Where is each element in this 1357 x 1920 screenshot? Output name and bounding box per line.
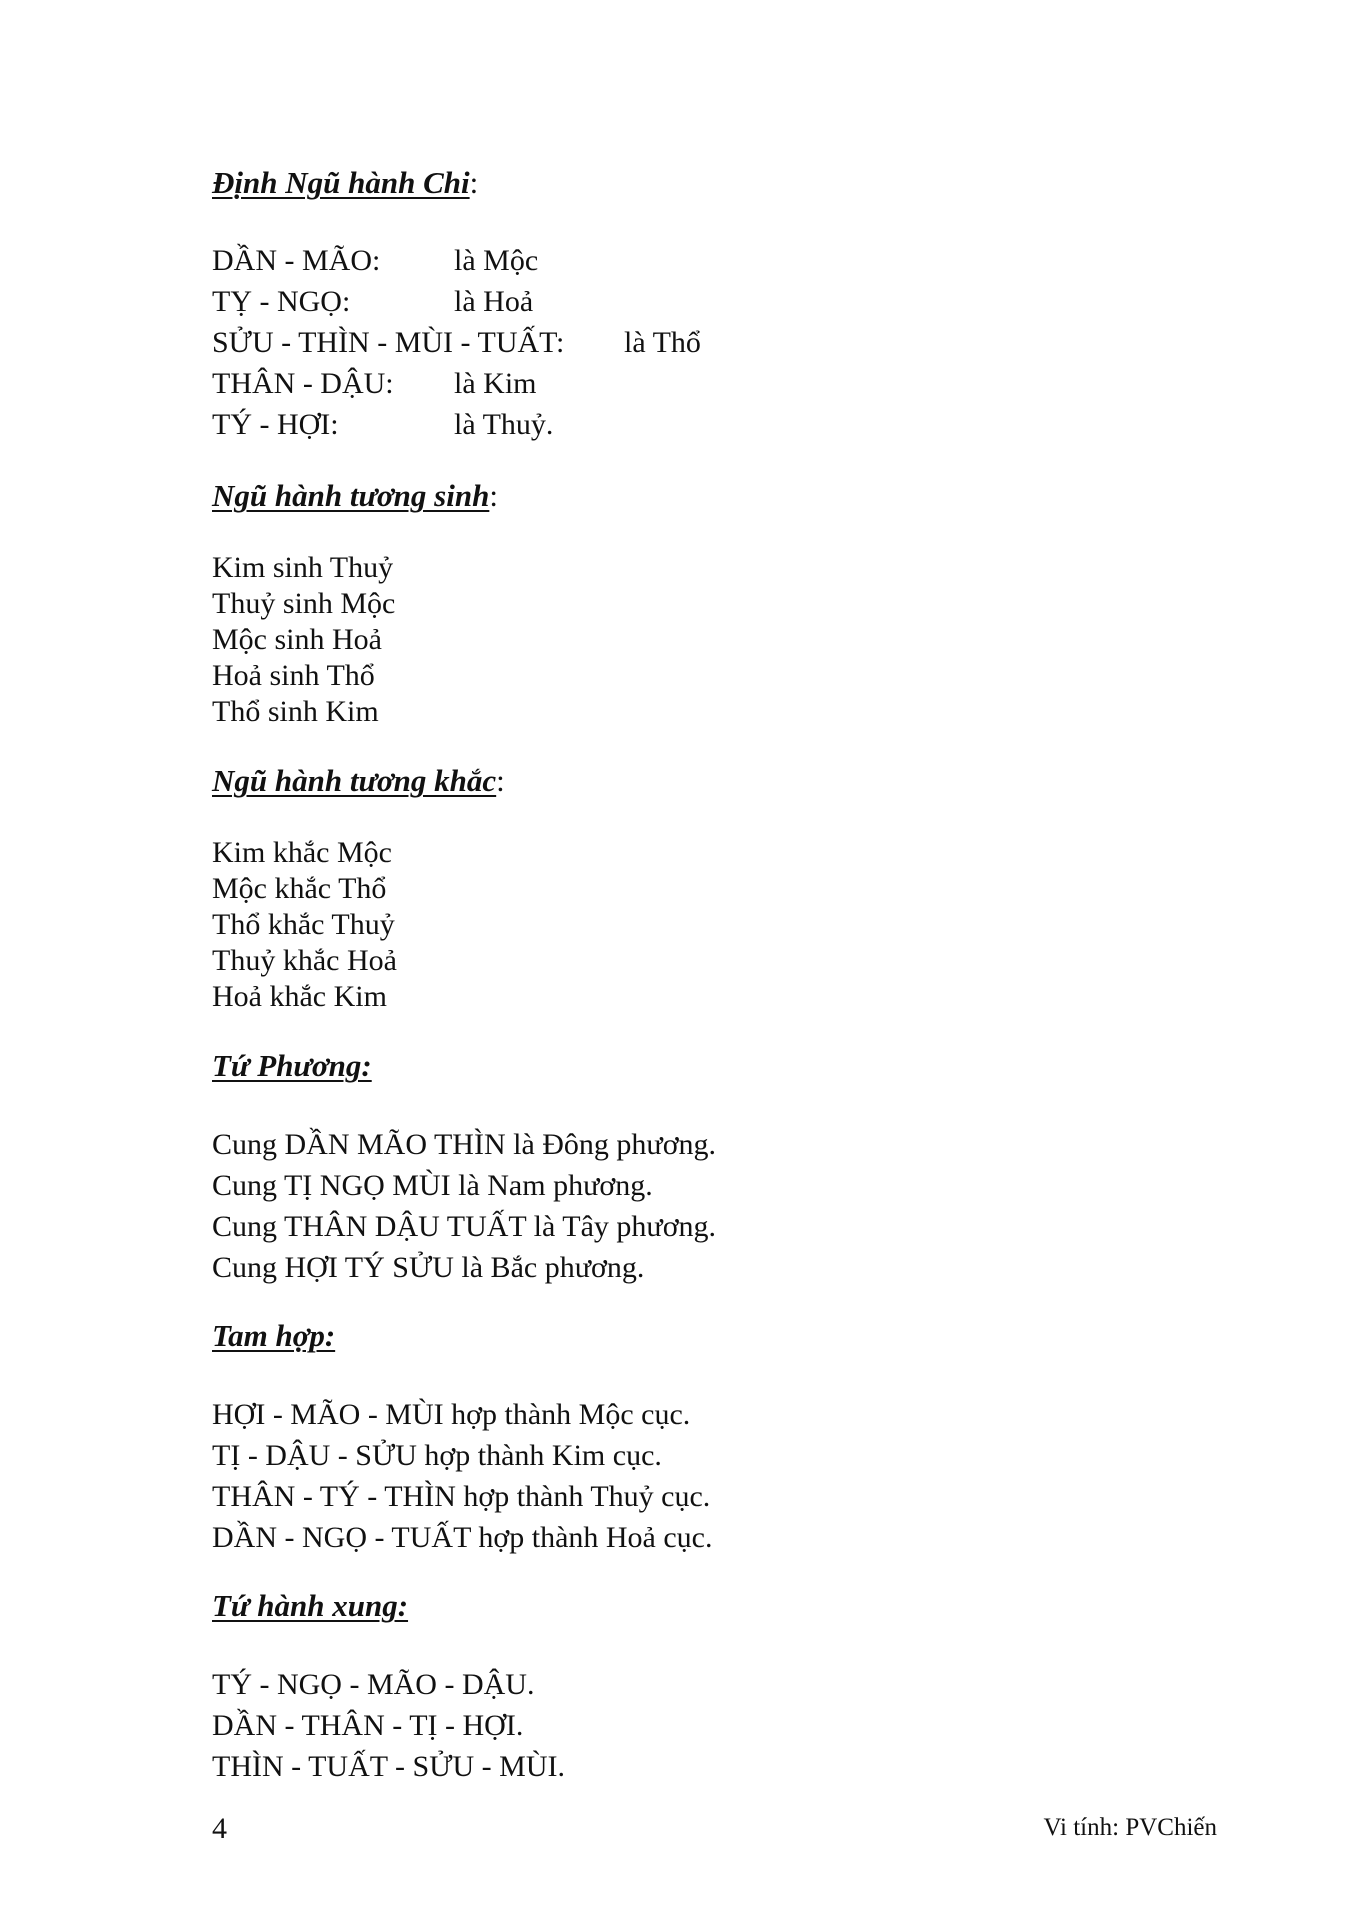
list-item: Cung TỊ NGỌ MÙI là Nam phương. bbox=[212, 1169, 653, 1202]
tuong-sinh-list bbox=[212, 550, 395, 730]
tu-phuong-list bbox=[212, 1124, 716, 1288]
list-item: DẦN - NGỌ - TUẤT hợp thành Hoả cục. bbox=[212, 1521, 713, 1554]
page-number: 4 bbox=[212, 1812, 227, 1845]
list-item: Thổ khắc Thuỷ bbox=[212, 908, 395, 941]
heading-tam-hop: Tam hợp: bbox=[212, 1318, 336, 1353]
heading-dinh-ngu-hanh-chi: Định Ngũ hành Chi: bbox=[212, 165, 479, 200]
tuong-khac-list bbox=[212, 835, 397, 1015]
heading-tu-hanh-xung: Tứ hành xung: bbox=[212, 1588, 409, 1623]
list-item: Kim khắc Mộc bbox=[212, 836, 392, 869]
tu-hanh-xung-list bbox=[212, 1664, 565, 1787]
list-item: Mộc sinh Hoả bbox=[212, 623, 382, 656]
list-item: Kim sinh Thuỷ bbox=[212, 551, 394, 584]
list-item: Mộc khắc Thổ bbox=[212, 872, 387, 905]
list-item: THÂN - TÝ - THÌN hợp thành Thuỷ cục. bbox=[212, 1480, 711, 1513]
list-item: DẦN - THÂN - TỊ - HỢI. bbox=[212, 1709, 524, 1742]
list-item: TỊ - DẬU - SỬU hợp thành Kim cục. bbox=[212, 1439, 662, 1472]
list-item: Thổ sinh Kim bbox=[212, 695, 379, 728]
list-item: Thuỷ khắc Hoả bbox=[212, 944, 397, 977]
document-page: Định Ngũ hành Chi: DẦN - MÃO: là Mộc TỴ - NGỌ: là Hoả SỬU - THÌN - MÙI - TUẤT: là Thổ THÂN - DẬU: là Kim TÝ - HỢI: là Thuỷ. Ngũ hành tương sinh: Kim sinh Thuỷ Thuỷ sinh Mộc Mộc sinh Hoả Hoả sinh Thổ Thổ sinh Kim Ngũ hành tương khắc: Kim khắc Mộc Mộc khắc Thổ Thổ khắc Thuỷ Thuỷ khắc Hoả Hoả khắc Kim Tứ Phương: Cung DẦN MÃO THÌN là Đông phương. Cung TỊ NGỌ MÙI là Nam phương. Cung THÂN DẬU TUẤT là Tây phương. Cung HỢI TÝ SỬU là Bắc phương. Tam hợp: HỢI - MÃO - MÙI hợp thành Mộc cục. TỊ - DẬU - SỬU hợp thành Kim cục. THÂN - TÝ - THÌN hợp thành Thuỷ cục. DẦN - NGỌ - TUẤT hợp thành Hoả cục. Tứ hành xung: TÝ - NGỌ - MÃO - DẬU. DẦN - THÂN - TỊ - HỢI. THÌN - TUẤT - SỬU - MÙI. 4 Vi tính: PVChiến bbox=[212, 165, 1217, 1845]
list-item: HỢI - MÃO - MÙI hợp thành Mộc cục. bbox=[212, 1398, 691, 1431]
list-item: Cung DẦN MÃO THÌN là Đông phương. bbox=[212, 1128, 717, 1161]
tam-hop-list bbox=[212, 1394, 713, 1558]
list-item: Thuỷ sinh Mộc bbox=[212, 587, 396, 620]
heading-tu-phuong: Tứ Phương: bbox=[212, 1048, 372, 1083]
heading-text: Định Ngũ hành Chi bbox=[212, 165, 470, 200]
list-item: Hoả sinh Thổ bbox=[212, 659, 375, 692]
list-item: THÌN - TUẤT - SỬU - MÙI. bbox=[212, 1750, 565, 1783]
list-item: Cung HỢI TÝ SỬU là Bắc phương. bbox=[212, 1251, 645, 1284]
footer-credit: Vi tính: PVChiến bbox=[1043, 1814, 1217, 1841]
list-item: TÝ - NGỌ - MÃO - DẬU. bbox=[212, 1668, 535, 1701]
list-item: Cung THÂN DẬU TUẤT là Tây phương. bbox=[212, 1210, 717, 1243]
list-item: Hoả khắc Kim bbox=[212, 980, 387, 1013]
heading-tuong-sinh: Ngũ hành tương sinh: bbox=[212, 478, 498, 513]
heading-tuong-khac: Ngũ hành tương khắc: bbox=[212, 763, 505, 798]
